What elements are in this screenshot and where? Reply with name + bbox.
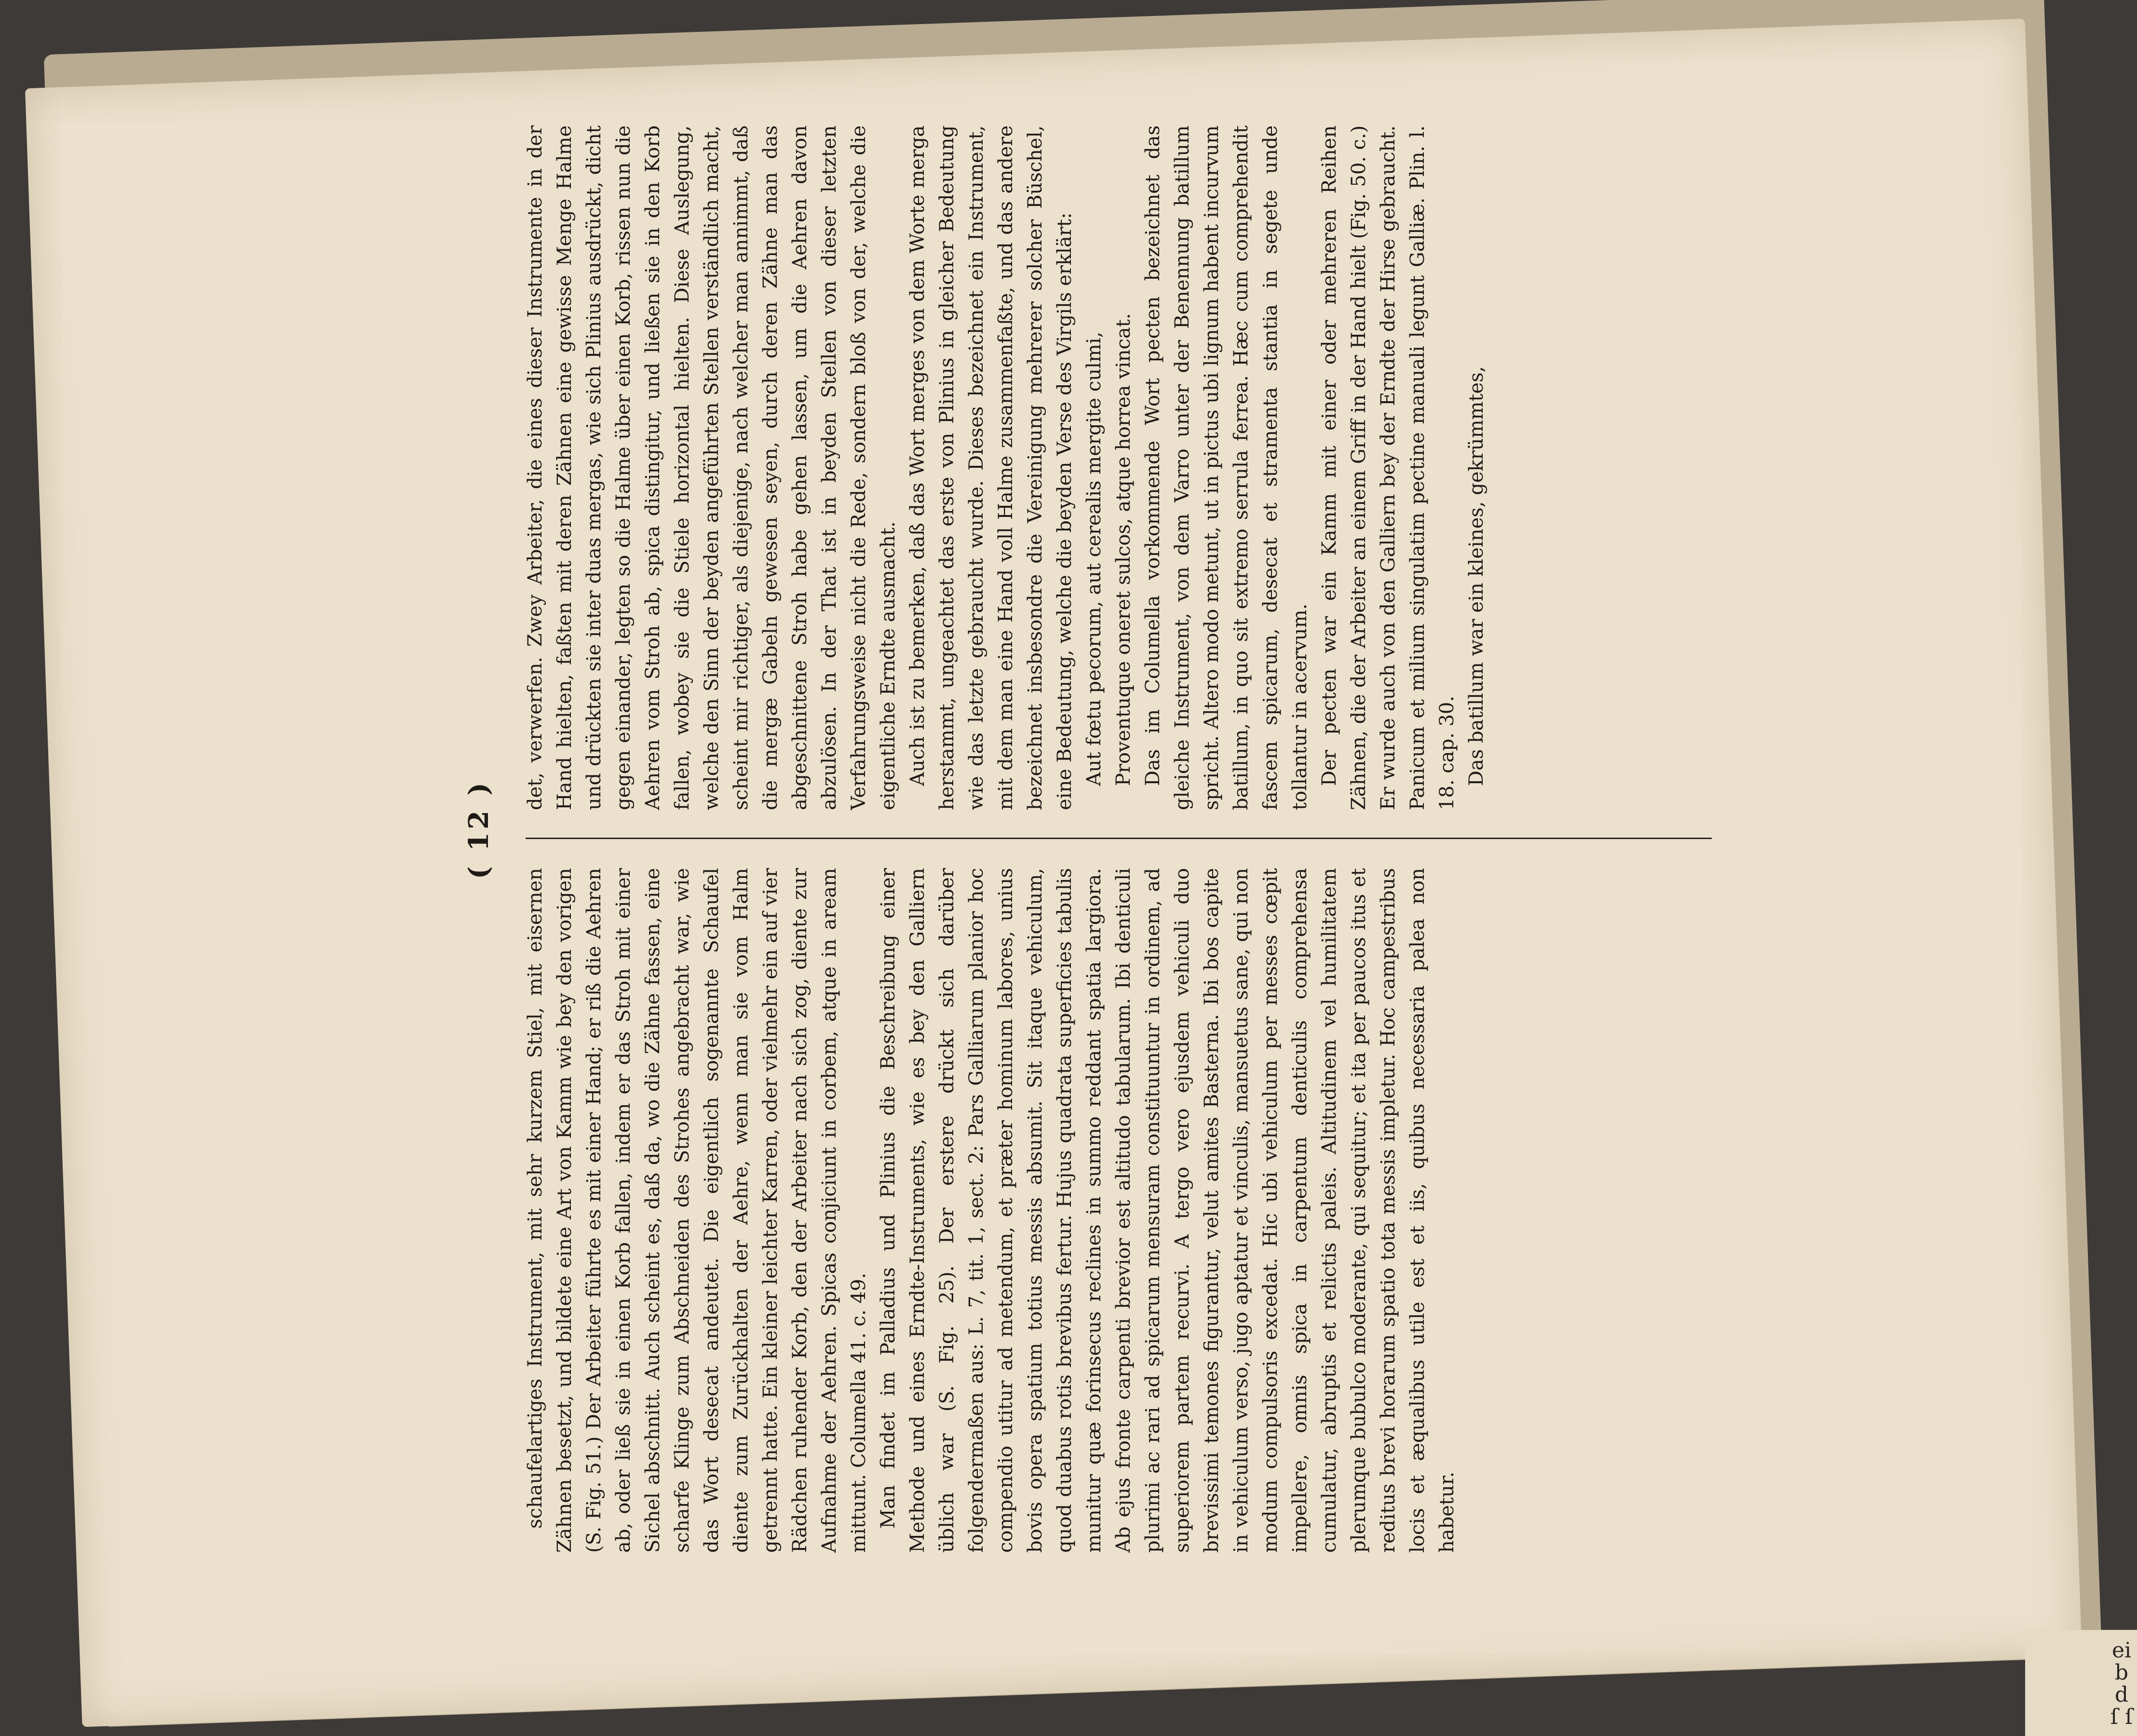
- paragraph: Das batillum war ein kleines, gekrümmtes,: [1465, 366, 1488, 786]
- paragraph: Der pecten war ein Kamm mit einer oder mehreren Reihen Zähnen, die der Arbeiter an einem Griff in der Hand hielt (Fig. 50. c.) Er wurde auch von den Galliern bey der Erndte der Hirse gebraucht. Panicum et milium singulatim pectine manuali legunt Galliæ. Plin. l. 18. cap. 30.: [1318, 125, 1458, 810]
- paragraph: schaufelartiges Instrument, mit sehr kurzem Stiel, mit eisernen Zähnen besetzt, und bildete eine Art von Kamm wie bey den vorigen (S. Fig. 51.) Der Arbeiter führte es mit einer Hand; er riß die Aehren ab, oder ließ sie in einen Korb fallen, indem er das Stroh mit einer Sichel abschnitt. Auch scheint es, daß da, wo die Zähne fassen, eine scharfe Klinge zum Abschneiden des Strohes angebracht war, wie das Wort desecat andeutet. Die eigentlich sogenannte Schaufel diente zum Zurückhalten der Aehre, wenn man sie vom Halm getrennt hatte. Ein kleiner leichter Karren, oder vielmehr ein auf vier Rädchen ruhender Korb, den der Arbeiter nach sich zog, diente zur Aufnahme der Aehren. Spicas conjiciunt in corbem, atque in aream mittunt. Columella 41. c. 49.: [524, 868, 870, 1553]
- page-number: ( 12 ): [463, 780, 495, 879]
- paragraph: Man findet im Palladius und Plinius die Beschreibung einer Methode und eines Erndte-Instruments, wie es bey den Galliern üblich war (S. Fig. 25). Der erstere drückt sich darüber folgendermaßen aus: L. 7, tit. 1, sect. 2: Pars Galliarum planior hoc compendio utitur ad metendum, et præter hominum labores, unius bovis opera spatium totius messis absumit. Sit itaque vehiculum, quod duabus rotis brevibus fertur. Hujus quadrata superficies tabulis munitur quæ forinsecus reclines in summo reddant spatia largiora. Ab ejus fronte carpenti brevior est altitudo tabularum. Ibi denticuli plurimi ac rari ad spicarum mensuram constituuntur in ordinem, ad superiorem partem recurvi. A tergo vero ejusdem vehiculi duo brevissimi temones figurantur, velut amites Basterna. Ibi bos capite in vehiculum verso, jugo aptatur et vinculis, mansuetus sane, qui non modum compulsoris excedat. Hic ubi vehiculum per messes cœpit impellere, omnis spica in carpentum denticulis comprehensa cumulatur, abruptis et relictis paleis. Altitudinem vel humilitatem plerumque bubulco moderante, qui sequitur; et ita per paucos itus et reditus brevi horarum spatio tota messis impletur. Hoc campestribus locis et æqualibus utile est et iis, quibus necessaria palea non habetur.: [877, 868, 1458, 1553]
- left-column: [521, 868, 1462, 1553]
- paragraph: Das im Columella vorkommende Wort pecten bezeichnet das gleiche Instrument, von dem Varro unter der Benennung batillum spricht. Altero modo metunt, ut in pictus ubi lignum habent incurvum batillum, in quo sit extremo serrula ferrea. Hæc cum comprehendit fascem spicarum, desecat et stramenta stantia in segete unde tollantur in acervum.: [1142, 125, 1311, 810]
- column-divider: [526, 838, 1712, 839]
- verse-line: Proventuque oneret sulcos, atque horrea vincat.: [1112, 313, 1135, 786]
- right-column: [521, 125, 1491, 810]
- verse-line: Aut fœtu pecorum, aut cerealis mergite culmi,: [1083, 331, 1105, 786]
- next-page-letters: ei b d ſ ſ: [2110, 1638, 2133, 1729]
- rotated-text-block: [463, 106, 1717, 1553]
- paragraph: Auch ist zu bemerken, daß das Wort merges von dem Worte merga herstammt, ungeachtet das erste von Plinius in gleicher Bedeutung wie das letzte gebraucht wurde. Dieses bezeichnet ein Instrument, mit dem man eine Hand voll Halme zusammenfaßte, und das andere bezeichnet insbesondre die Vereinigung mehrerer solcher Büschel, eine Bedeutung, welche die beyden Verse des Virgils erklärt:: [906, 125, 1076, 810]
- paragraph: det, verwerfen. Zwey Arbeiter, die eines dieser Instrumente in der Hand hielten, faßten mit deren Zähnen eine gewisse Menge Halme und drückten sie inter duas mergas, wie sich Plinius ausdrückt, dicht gegen einander, legten so die Halme über einen Korb, rissen nun die Aehren vom Stroh ab, spica distingitur, und ließen sie in den Korb fallen, wobey sie die Stiele horizontal hielten. Diese Auslegung, welche den Sinn der beyden angeführten Stellen verständlich macht, scheint mir richtiger, als diejenige, nach welcher man annimmt, daß die mergæ Gabeln gewesen seyen, durch deren Zähne man das abgeschnittene Stroh habe gehen lassen, um die Aehren davon abzulösen. In der That ist in beyden Stellen von dieser letzten Verfahrungsweise nicht die Rede, sondern bloß von der, welche die eigentliche Erndte ausmacht.: [524, 125, 899, 810]
